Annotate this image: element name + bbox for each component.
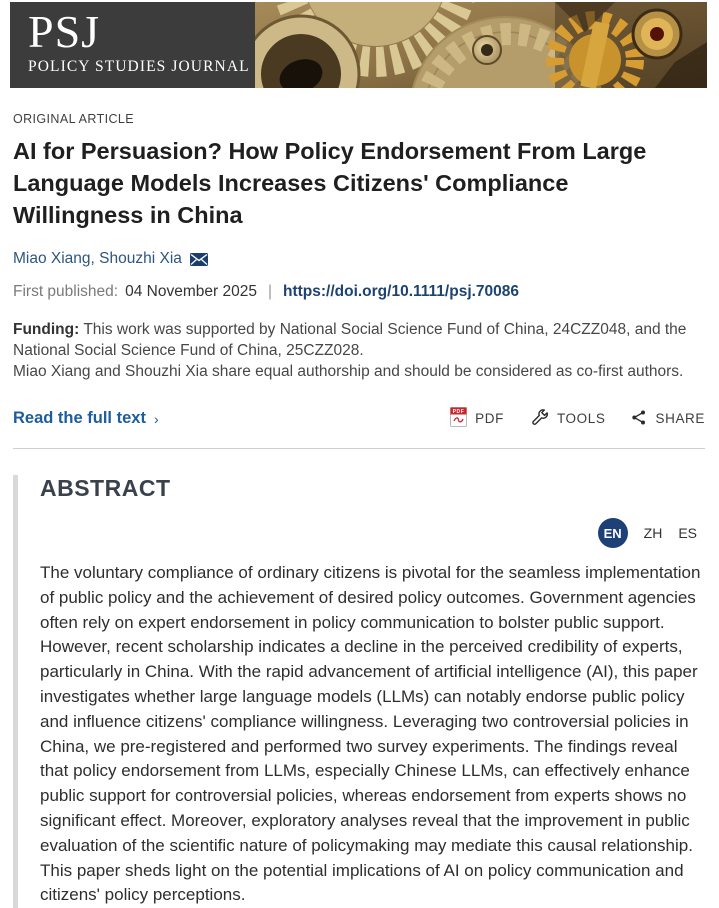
- pdf-button[interactable]: [450, 407, 504, 430]
- doi-link[interactable]: https://doi.org/10.1111/psj.70086: [282, 283, 520, 300]
- gears-photo: [255, 2, 707, 88]
- first-published-date: 04 November 2025: [125, 283, 257, 300]
- author-names[interactable]: Miao Xiang, Shouzhi Xia: [13, 250, 182, 267]
- published-row: [13, 283, 705, 301]
- tools-button[interactable]: [530, 408, 606, 430]
- svg-text:PDF: PDF: [452, 409, 465, 415]
- lang-tab-es[interactable]: ES: [678, 525, 697, 541]
- toolbar: [450, 407, 705, 430]
- pdf-label: PDF: [475, 411, 504, 426]
- lang-tab-zh[interactable]: ZH: [643, 525, 663, 541]
- abstract-section: [13, 475, 705, 908]
- share-icon: [631, 409, 647, 429]
- article-type-label: ORIGINAL ARTICLE: [13, 112, 135, 126]
- actions-row: [13, 407, 705, 430]
- share-label: SHARE: [655, 411, 705, 426]
- journal-acronym: PSJ: [28, 6, 101, 57]
- lang-tab-en[interactable]: EN: [598, 518, 628, 548]
- journal-name: POLICY STUDIES JOURNAL: [28, 58, 250, 75]
- abstract-heading: ABSTRACT: [40, 475, 171, 501]
- read-full-text-label: Read the full text: [13, 409, 146, 427]
- pdf-icon: [450, 407, 467, 430]
- funding-text: This work was supported by National Social Science Fund of China, 24CZZ048, and the National Social Science Fund of China, 25CZZ028.: [13, 321, 687, 359]
- language-switcher: [40, 518, 705, 548]
- first-published-label: First published:: [13, 283, 119, 300]
- abstract-text: The voluntary compliance of ordinary citizens is pivotal for the seamless implementation of public policy and the achievement of desired policy outcomes. Government agencies often rely on expert endorsement in policy communication to bolster public support. However, recent scholarship indicates a decline in the perceived credibility of experts, particularly in China. With the rapid advancement of artificial intelligence (AI), this paper investigates whether large language models (LLMs) can notably endorse public policy and influence citizens' compliance willingness. Leveraging two controversial policies in China, we pre-registered and performed two survey experiments. The findings reveal that policy endorsement from LLMs, especially Chinese LLMs, can effectively enhance public support for controversial policies, whereas endorsement from experts shows no significant effect. Moreover, exploratory analyses reveal that the improvement in public evaluation of the scientific nature of policymaking may mediate this causal relationship. This paper sheds light on the potential implications of AI on policy communication and citizens' policy perceptions.: [40, 563, 701, 905]
- read-full-text-link[interactable]: [13, 409, 159, 428]
- tools-label: TOOLS: [556, 411, 606, 426]
- authors-row: [13, 250, 705, 268]
- authorship-note: Miao Xiang and Shouzhi Xia share equal authorship and should be considered as co-first authors.: [13, 363, 684, 380]
- chevron-right-icon: ›: [153, 410, 159, 427]
- share-button[interactable]: [631, 409, 705, 429]
- article-main: [0, 112, 719, 908]
- funding-label: Funding:: [13, 321, 80, 338]
- journal-banner: [10, 2, 707, 88]
- wrench-icon: [530, 408, 549, 430]
- funding-block: [13, 319, 705, 382]
- email-icon[interactable]: [190, 253, 208, 266]
- gears-illustration: [255, 2, 707, 88]
- journal-logo[interactable]: [10, 2, 255, 88]
- article-title: AI for Persuasion? How Policy Endorsement From Large Language Models Increases Citizens' Compliance Willingness in China: [13, 138, 647, 228]
- separator: |: [267, 283, 272, 300]
- section-divider: [13, 448, 705, 449]
